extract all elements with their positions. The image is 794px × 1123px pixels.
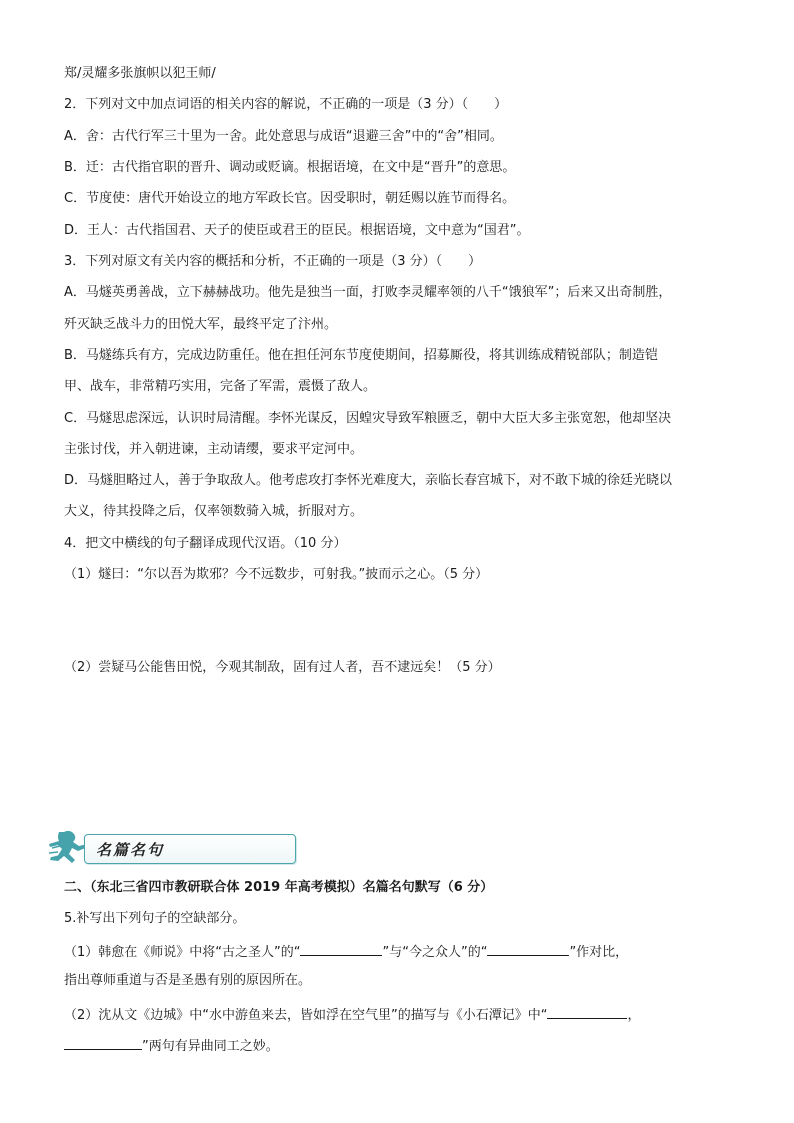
section-heading: 二、（东北三省四市教研联合体 2019 年高考模拟）名篇名句默写（6 分） [64,880,494,895]
option-d: D．王人：古代指国君、天子的使臣或君王的臣民。根据语境，文中意为“国君”。 [64,223,530,238]
question-2: 2．下列对文中加点词语的相关内容的解说，不正确的一项是（3 分）（ ） [64,97,508,112]
q5-1-text-c: ”作对比， [569,945,629,960]
option-c-cont: 主张讨伐，并入朝进谏，主动请缨，要求平定河中。 [64,442,364,457]
answer-blank[interactable] [547,1005,627,1019]
question-5-2 [64,1005,641,1024]
option-a: A．马燧英勇善战，立下赫赫战功。他先是独当一面，打败李灵耀率领的八千“饿狼军”；后来又出奇制胜， [64,285,672,300]
answer-blank[interactable] [487,942,569,956]
q5-2-text-a: （2）沈从文《边城》中“水中游鱼来去，皆如浮在空气里”的描写与《小石潭记》中“ [64,1008,548,1023]
option-b: B．迁：古代指官职的晋升、调动或贬谪。根据语境，在文中是“晋升”的意思。 [64,160,516,175]
answer-blank[interactable] [64,1036,142,1050]
question-5: 5.补写出下列句子的空缺部分。 [64,911,246,926]
option-d: D．马燧胆略过人，善于争取敌人。他考虑攻打李怀光难度大，亲临长春宫城下，对不敢下城的徐廷光晓以 [64,473,673,488]
q5-2-text-b: ， [627,1008,641,1023]
text-line: 郑/灵耀多张旗帜以犯王师/ [64,66,216,81]
q5-2-text-c: ”两句有异曲同工之妙。 [142,1039,279,1054]
question-4: 4．把文中横线的句子翻译成现代汉语。（10 分） [64,536,347,551]
answer-blank[interactable] [300,942,382,956]
option-a: A．舍：古代行军三十里为一舍。此处意思与成语“退避三舍”中的“舍”相同。 [64,129,503,144]
question-5-1 [64,942,628,961]
option-d-cont: 大义，待其投降之后，仅率领数骑入城，折服对方。 [64,504,364,519]
option-a-cont: 歼灭缺乏战斗力的田悦大军，最终平定了汴州。 [64,317,338,332]
question-5-1-cont: 指出尊师重道与否是圣愚有别的原因所在。 [64,973,312,988]
question-4-2: （2）尝疑马公能售田悦，今观其制敌，固有过人者，吾不逮远矣！（5 分） [64,660,501,675]
option-b: B．马燧练兵有方，完成边防重任。他在担任河东节度使期间，招募厮役，将其训练成精锐部队；制造铠 [64,348,658,363]
q5-1-text-a: （1）韩愈在《师说》中将“古之圣人”的“ [64,945,301,960]
question-4-1: （1）燧曰：“尔以吾为欺邪？今不远数步，可射我。”披而示之心。（5 分） [64,567,489,582]
question-5-2-cont [64,1036,279,1055]
option-c: C．节度使：唐代开始设立的地方军政长官。因受职时，朝廷赐以旌节而得名。 [64,191,516,206]
question-3: 3．下列对原文有关内容的概括和分析，不正确的一项是（3 分）（ ） [64,254,482,269]
q5-1-text-b: ”与“今之众人”的“ [382,945,488,960]
banner-title: 名篇名句 [96,841,165,859]
section-banner [46,828,252,868]
option-b-cont: 甲、战车，非常精巧实用，完备了军需，震慑了敌人。 [64,379,377,394]
option-c: C．马燧思虑深远，认识时局清醒。李怀光谋反，因蝗灾导致军粮匮乏，朝中大臣大多主张宽恕，他却坚决 [64,411,672,426]
